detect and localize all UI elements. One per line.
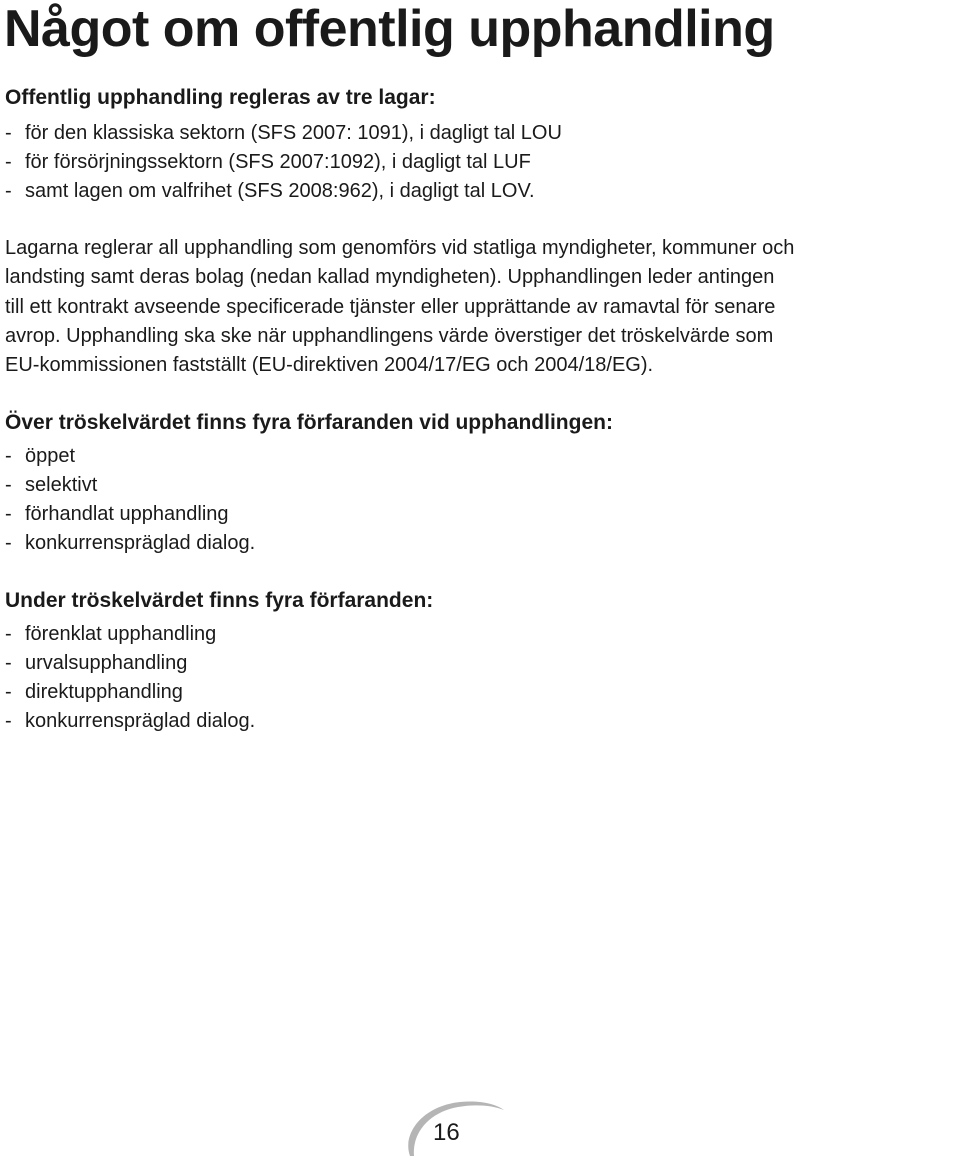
list-item: - konkurrenspräglad dialog.	[5, 529, 255, 558]
list-item: - direktupphandling	[5, 678, 255, 707]
page-number: 16	[433, 1119, 460, 1146]
section-heading-above-threshold: Över tröskelvärdet finns fyra förfaranden vid upphandlingen:	[5, 411, 613, 434]
list-dash: -	[5, 122, 12, 144]
list-dash: -	[5, 503, 12, 525]
below-threshold-list	[5, 620, 255, 736]
body-paragraph	[5, 234, 960, 380]
laws-list	[5, 119, 562, 206]
list-dash: -	[5, 652, 12, 674]
list-dash: -	[5, 710, 12, 732]
paragraph-line: avrop. Upphandling ska ske när upphandlingens värde överstiger det tröskelvärde som	[5, 324, 774, 347]
page-title: Något om offentlig upphandling	[4, 0, 775, 58]
list-dash: -	[5, 445, 12, 467]
list-item: - för försörjningssektorn (SFS 2007:1092), i dagligt tal LUF	[5, 148, 562, 177]
section-heading-below-threshold: Under tröskelvärdet finns fyra förfaranden:	[5, 589, 434, 612]
paragraph-line: landsting samt deras bolag (nedan kallad myndigheten). Upphandlingen leder antingen	[5, 266, 775, 289]
list-dash: -	[5, 151, 12, 173]
list-item: - för den klassiska sektorn (SFS 2007: 1091), i dagligt tal LOU	[5, 119, 562, 148]
list-item: - selektivt	[5, 471, 255, 500]
list-dash: -	[5, 623, 12, 645]
list-item: - konkurrenspräglad dialog.	[5, 707, 255, 736]
paragraph-line: till ett kontrakt avseende specificerade tjänster eller upprättande av ramavtal för senare	[5, 295, 776, 318]
list-dash: -	[5, 474, 12, 496]
list-dash: -	[5, 180, 12, 202]
list-item: - samt lagen om valfrihet (SFS 2008:962), i dagligt tal LOV.	[5, 177, 562, 206]
list-dash: -	[5, 681, 12, 703]
page-number-badge	[400, 1096, 510, 1158]
list-item: - förhandlat upphandling	[5, 500, 255, 529]
above-threshold-list	[5, 442, 255, 558]
paragraph-line: EU-kommissionen fastställt (EU-direktiven 2004/17/EG och 2004/18/EG).	[5, 354, 654, 377]
paragraph-line: Lagarna reglerar all upphandling som genomförs vid statliga myndigheter, kommuner och	[5, 237, 795, 259]
list-dash: -	[5, 532, 12, 554]
list-item: - urvalsupphandling	[5, 649, 255, 678]
list-item: - öppet	[5, 442, 255, 471]
list-item: - förenklat upphandling	[5, 620, 255, 649]
section-heading-laws: Offentlig upphandling regleras av tre lagar:	[5, 86, 436, 109]
